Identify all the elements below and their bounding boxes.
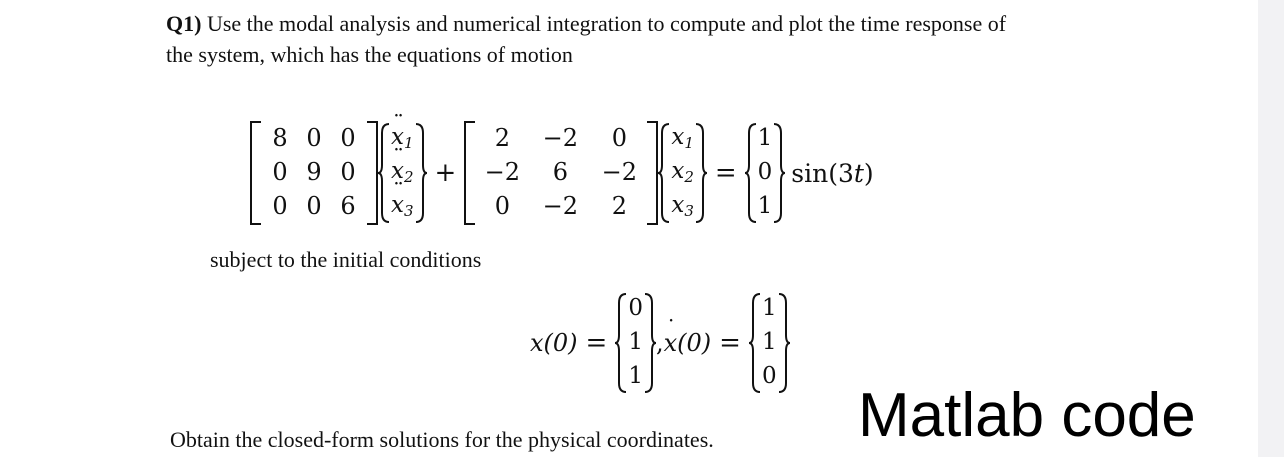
- right-brace-icon: [644, 291, 656, 395]
- equals-sign: =: [719, 328, 741, 358]
- stiffness-cell: −2: [484, 158, 521, 186]
- stiffness-cell: 2: [494, 124, 510, 152]
- question-text: [166, 8, 1146, 70]
- closing-instruction: Obtain the closed-form solutions for the physical coordinates.: [170, 427, 714, 452]
- mass-cell: 0: [340, 158, 356, 186]
- accel-entry: x $¨_2$: [391, 158, 414, 186]
- mass-cell: 6: [340, 192, 356, 220]
- plus-sign: +: [434, 158, 457, 188]
- question-label: Q1): [166, 11, 202, 36]
- x0-entry: 1: [628, 363, 643, 389]
- x0-vector: [615, 291, 656, 395]
- v0-label: x(0) ˙: [664, 329, 712, 357]
- accel-entry: x $¨_1$: [391, 124, 414, 152]
- x0-label: x(0): [530, 329, 578, 357]
- v0-entry: 0: [761, 363, 777, 389]
- mass-cell: 0: [272, 192, 288, 220]
- stiffness-cell: −2: [542, 124, 579, 152]
- matlab-code-label: Matlab code: [858, 381, 1196, 450]
- forcing-term: sin(3𝑡): [791, 158, 874, 188]
- mass-cell: 0: [272, 158, 288, 186]
- mass-cell: 0: [306, 192, 322, 220]
- mass-cell: 9: [306, 158, 322, 186]
- mass-cell: 0: [306, 124, 322, 152]
- right-brace-icon: [415, 121, 427, 225]
- equation-of-motion: [250, 118, 874, 228]
- question-line-2: the system, which has the equations of motion: [166, 42, 573, 67]
- stiffness-cell: 6: [552, 158, 568, 186]
- mass-cell: 8: [272, 124, 288, 152]
- x0-entry: 0: [628, 295, 643, 321]
- v0-entry: 1: [761, 329, 777, 355]
- stiffness-cell: −2: [542, 192, 579, 220]
- initial-conditions: [530, 288, 790, 398]
- x0-entry: 1: [628, 329, 643, 355]
- left-brace-icon: [749, 291, 761, 395]
- stiffness-cell: −2: [601, 158, 638, 186]
- stiffness-cell: 0: [611, 124, 627, 152]
- right-brace-icon: [773, 121, 785, 225]
- equals-sign: =: [714, 158, 737, 188]
- disp-entry: $x_2$: [671, 158, 694, 186]
- force-entry: 0: [757, 159, 773, 185]
- disp-entry: $x_1$: [671, 124, 694, 152]
- left-brace-icon: [615, 291, 627, 395]
- stiffness-cell: 2: [611, 192, 627, 220]
- equals-sign: =: [585, 328, 608, 358]
- disp-entry: $x_3$: [671, 192, 694, 220]
- question-line-1: Use the modal analysis and numerical integration to compute and plot the time response of: [206, 11, 1007, 36]
- left-brace-icon: [378, 121, 390, 225]
- force-vector: [745, 121, 786, 225]
- force-entry: 1: [757, 125, 773, 151]
- right-brace-icon: [778, 291, 790, 395]
- stiffness-cell: 0: [494, 192, 510, 220]
- conditions-label: subject to the initial conditions: [210, 247, 482, 272]
- stiffness-matrix: [464, 121, 658, 225]
- mass-cell: 0: [340, 124, 356, 152]
- v0-entry: 1: [761, 295, 777, 321]
- separator: ,: [655, 329, 664, 357]
- accel-entry: x $¨_3$: [391, 192, 414, 220]
- left-brace-icon: [658, 121, 670, 225]
- mass-matrix: [250, 121, 378, 225]
- right-brace-icon: [695, 121, 707, 225]
- left-brace-icon: [745, 121, 757, 225]
- displacement-vector: [658, 121, 707, 225]
- acceleration-vector: [378, 121, 427, 225]
- force-entry: 1: [757, 193, 773, 219]
- v0-vector: [749, 291, 790, 395]
